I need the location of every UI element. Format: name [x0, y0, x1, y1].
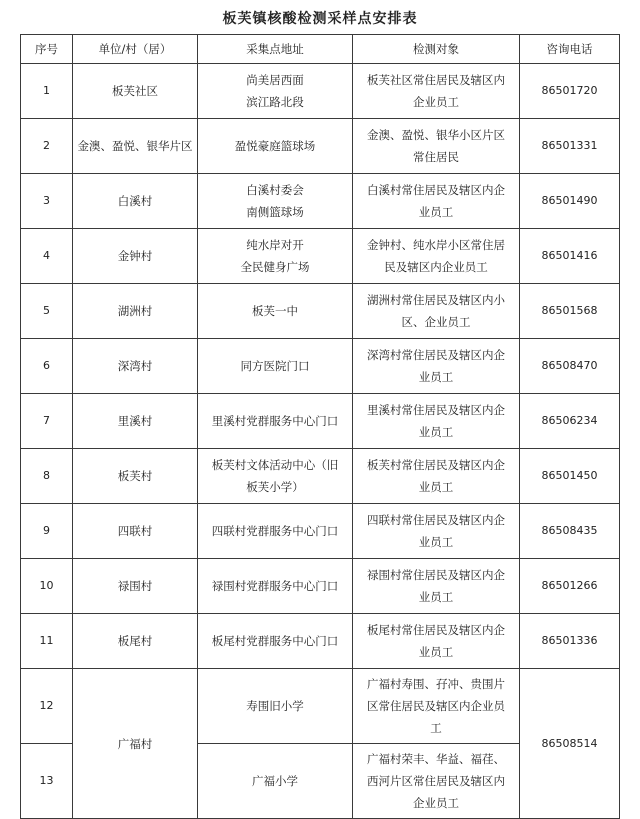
- cell-no: 7: [21, 394, 73, 449]
- table-row: [21, 284, 620, 339]
- cell-target-line: 白溪村常住居民及辖区内企: [367, 183, 505, 197]
- cell-target-line: 板尾村常住居民及辖区内企: [367, 623, 505, 637]
- header-site: 采集点地址: [198, 35, 353, 64]
- cell-unit: 禄围村: [73, 559, 198, 614]
- cell-target-line: 业员工: [418, 590, 454, 604]
- cell-unit: 金钟村: [73, 229, 198, 284]
- cell-site: [198, 614, 353, 669]
- cell-phone: 86501266: [520, 559, 620, 614]
- cell-target-line: 区、企业员工: [401, 315, 471, 329]
- cell-target-line: 业员工: [418, 480, 454, 494]
- cell-no: 10: [21, 559, 73, 614]
- cell-site-line: 里溪村党群服务中心门口: [211, 414, 339, 428]
- cell-phone: 86508470: [520, 339, 620, 394]
- cell-unit: 四联村: [73, 504, 198, 559]
- table-row: [21, 394, 620, 449]
- cell-target: [353, 174, 520, 229]
- cell-phone: 86501450: [520, 449, 620, 504]
- cell-site-line: 四联村党群服务中心门口: [211, 524, 339, 538]
- cell-site: [198, 64, 353, 119]
- cell-site: [198, 174, 353, 229]
- cell-phone: 86506234: [520, 394, 620, 449]
- cell-unit: 板芙村: [73, 449, 198, 504]
- cell-target-line: 企业员工: [413, 796, 459, 810]
- cell-unit: 广福村: [73, 669, 198, 819]
- cell-no: 1: [21, 64, 73, 119]
- cell-target-line: 广福村寿围、孖冲、贵围片: [367, 677, 505, 691]
- cell-target: [353, 504, 520, 559]
- cell-target-line: 金钟村、纯水岸小区常住居: [367, 238, 505, 252]
- cell-target-line: 业员工: [418, 205, 454, 219]
- cell-site: [198, 119, 353, 174]
- cell-target: [353, 64, 520, 119]
- cell-no: 5: [21, 284, 73, 339]
- header-target: 检测对象: [353, 35, 520, 64]
- cell-phone: 86508435: [520, 504, 620, 559]
- cell-site-line: 禄围村党群服务中心门口: [211, 579, 339, 593]
- cell-unit: 金澳、盈悦、银华片区: [73, 119, 198, 174]
- table-row: [21, 229, 620, 284]
- cell-no: 12: [21, 669, 73, 744]
- cell-target-line: 业员工: [418, 535, 454, 549]
- cell-target-line: 工: [430, 721, 442, 735]
- cell-target-line: 金澳、盈悦、银华小区片区: [367, 128, 505, 142]
- cell-target-line: 企业员工: [413, 95, 459, 109]
- cell-phone: 86501568: [520, 284, 620, 339]
- cell-site: [198, 504, 353, 559]
- table-row: [21, 174, 620, 229]
- cell-site: [198, 449, 353, 504]
- cell-target-line: 西河片区常住居民及辖区内: [367, 774, 505, 788]
- cell-unit: 白溪村: [73, 174, 198, 229]
- cell-target-line: 业员工: [418, 370, 454, 384]
- table-row: [21, 449, 620, 504]
- sampling-schedule-table: [20, 34, 620, 819]
- cell-phone: 86501416: [520, 229, 620, 284]
- cell-target: [353, 449, 520, 504]
- cell-target: [353, 229, 520, 284]
- cell-site-line: 板芙村文体活动中心（旧: [211, 458, 339, 472]
- cell-site-line: 同方医院门口: [240, 359, 310, 373]
- table-row: [21, 669, 620, 744]
- cell-target: [353, 284, 520, 339]
- cell-unit: 湖洲村: [73, 284, 198, 339]
- cell-no: 4: [21, 229, 73, 284]
- cell-target-line: 业员工: [418, 645, 454, 659]
- cell-unit: 板芙社区: [73, 64, 198, 119]
- cell-unit: 深湾村: [73, 339, 198, 394]
- table-row: [21, 559, 620, 614]
- cell-target: [353, 394, 520, 449]
- cell-target-line: 区常住居民及辖区内企业员: [367, 699, 505, 713]
- header-unit: 单位/村（居）: [73, 35, 198, 64]
- cell-site: [198, 559, 353, 614]
- cell-target-line: 业员工: [418, 425, 454, 439]
- table-row: [21, 504, 620, 559]
- cell-phone: 86508514: [520, 669, 620, 819]
- cell-phone: 86501331: [520, 119, 620, 174]
- cell-target: [353, 339, 520, 394]
- cell-no: 6: [21, 339, 73, 394]
- cell-target-line: 广福村荣丰、华益、福荏、: [367, 752, 505, 766]
- table-row: [21, 64, 620, 119]
- cell-site-line: 板尾村党群服务中心门口: [211, 634, 339, 648]
- cell-site-line: 盈悦豪庭篮球场: [234, 139, 316, 153]
- cell-unit: 板尾村: [73, 614, 198, 669]
- table-row: [21, 339, 620, 394]
- cell-site-line: 白溪村委会: [246, 183, 304, 197]
- cell-target: [353, 119, 520, 174]
- cell-target-line: 板芙社区常住居民及辖区内: [367, 73, 505, 87]
- cell-target-line: 民及辖区内企业员工: [384, 260, 488, 274]
- cell-no: 8: [21, 449, 73, 504]
- header-phone: 咨询电话: [520, 35, 620, 64]
- cell-target: [353, 559, 520, 614]
- cell-site-line: 尚美居西面: [246, 73, 304, 87]
- cell-phone: 86501336: [520, 614, 620, 669]
- cell-site: [198, 229, 353, 284]
- cell-target: [353, 669, 520, 744]
- cell-no: 2: [21, 119, 73, 174]
- cell-target-line: 深湾村常住居民及辖区内企: [367, 348, 505, 362]
- cell-no: 3: [21, 174, 73, 229]
- cell-site-line: 寿围旧小学: [246, 699, 304, 713]
- cell-unit: 里溪村: [73, 394, 198, 449]
- header-no: 序号: [21, 35, 73, 64]
- cell-no: 9: [21, 504, 73, 559]
- cell-site: [198, 284, 353, 339]
- cell-site-line: 板芙小学）: [246, 480, 304, 494]
- table-header-row: [21, 35, 620, 64]
- cell-site: [198, 744, 353, 819]
- cell-site-line: 全民健身广场: [240, 260, 310, 274]
- cell-site-line: 纯水岸对开: [246, 238, 304, 252]
- cell-target-line: 四联村常住居民及辖区内企: [367, 513, 505, 527]
- cell-phone: 86501490: [520, 174, 620, 229]
- cell-site-line: 南侧篮球场: [246, 205, 304, 219]
- cell-target-line: 里溪村常住居民及辖区内企: [367, 403, 505, 417]
- cell-target-line: 常住居民: [413, 150, 459, 164]
- cell-site: [198, 669, 353, 744]
- cell-site: [198, 394, 353, 449]
- page-title: 板芙镇核酸检测采样点安排表: [222, 11, 418, 27]
- cell-site: [198, 339, 353, 394]
- cell-target: [353, 614, 520, 669]
- cell-no: 11: [21, 614, 73, 669]
- cell-target-line: 湖洲村常住居民及辖区内小: [367, 293, 505, 307]
- table-row: [21, 119, 620, 174]
- cell-phone: 86501720: [520, 64, 620, 119]
- cell-site-line: 广福小学: [252, 774, 298, 788]
- table-row: [21, 614, 620, 669]
- cell-target: [353, 744, 520, 819]
- cell-target-line: 禄围村常住居民及辖区内企: [367, 568, 505, 582]
- cell-site-line: 滨江路北段: [246, 95, 304, 109]
- cell-site-line: 板芙一中: [252, 304, 298, 318]
- cell-target-line: 板芙村常住居民及辖区内企: [367, 458, 505, 472]
- cell-no: 13: [21, 744, 73, 819]
